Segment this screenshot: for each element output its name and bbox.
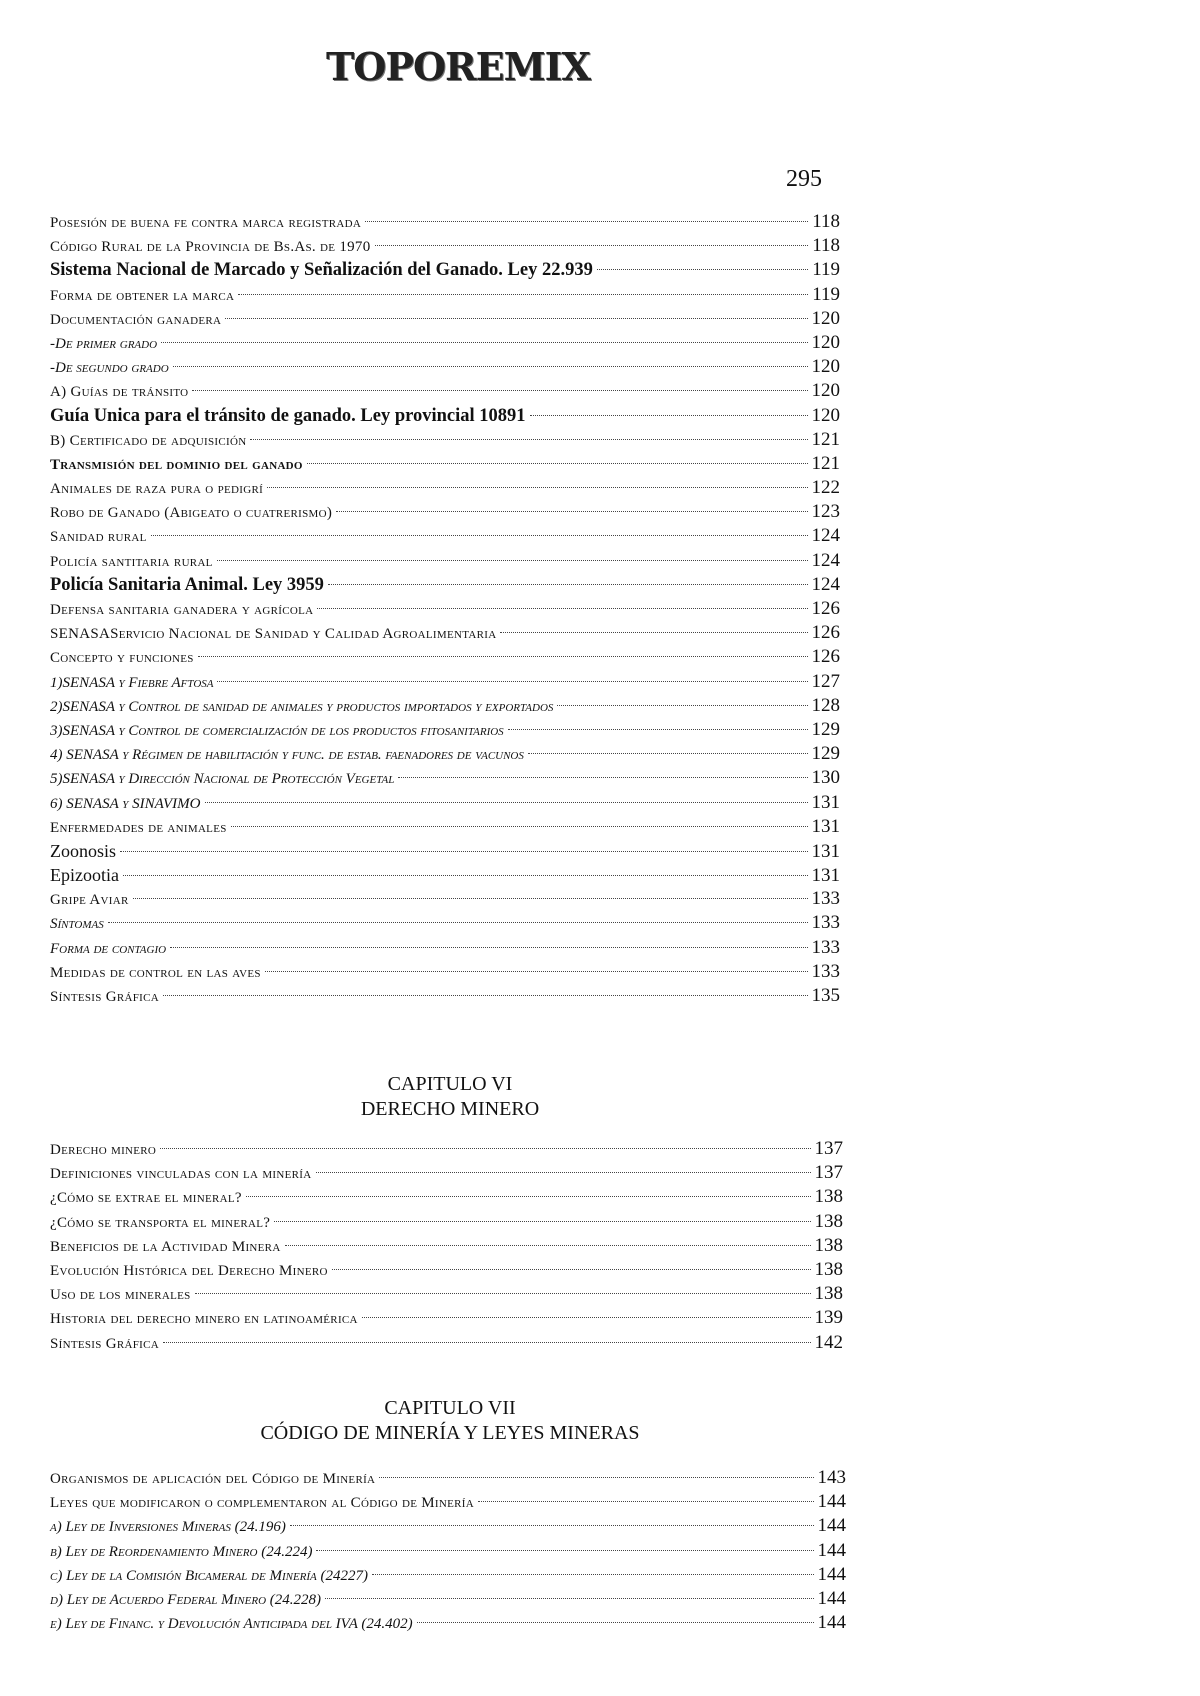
dot-leader (332, 1269, 811, 1270)
toc-entry-title: ¿Cómo se extrae el mineral? (50, 1190, 242, 1207)
dot-leader (267, 487, 807, 488)
dot-leader (398, 777, 807, 778)
toc-entry-page: 133 (811, 888, 840, 910)
toc-entry-title: Policía santitaria rural (50, 553, 213, 570)
toc-entry (50, 500, 840, 524)
toc-entry-title: Código Rural de la Provincia de Bs.As. de 1970 (50, 239, 371, 256)
toc-entry (50, 1185, 843, 1209)
toc-entry-page: 120 (811, 356, 840, 378)
toc-entry (50, 887, 840, 911)
toc-entry-page: 128 (811, 694, 840, 716)
toc-entry-page: 137 (814, 1138, 843, 1159)
dot-leader (192, 390, 807, 391)
toc-entry-page: 144 (817, 1515, 846, 1537)
toc-entry (50, 549, 840, 573)
toc-entry-page: 131 (811, 840, 840, 862)
chapter-label: CAPITULO VII (384, 1397, 516, 1419)
toc-entry-title: Transmisión del dominio del ganado (50, 456, 303, 473)
dot-leader (317, 608, 807, 609)
toc-entry-title: ¿Cómo se transporta el mineral? (50, 1214, 271, 1231)
dot-leader (161, 342, 807, 343)
dot-leader (120, 851, 807, 852)
toc-entry-title: Epizootia (50, 865, 119, 886)
toc-entry-page: 138 (814, 1234, 843, 1256)
toc-entry-page: 144 (817, 1612, 846, 1634)
toc-entry-title: -De segundo grado (50, 360, 169, 377)
dot-leader (163, 1342, 810, 1343)
chapter-7-heading (200, 1396, 700, 1446)
dot-leader (336, 511, 807, 512)
toc-entry (50, 791, 840, 815)
toc-entry (50, 476, 840, 500)
toc-section-2 (50, 1137, 843, 1355)
dot-leader (285, 1245, 811, 1246)
dot-leader (198, 656, 808, 657)
toc-entry-page: 144 (817, 1563, 846, 1585)
toc-entry-page: 120 (811, 331, 840, 353)
dot-leader (250, 439, 807, 440)
toc-entry-page: 144 (817, 1539, 846, 1561)
toc-entry (50, 1161, 843, 1185)
toc-entry (50, 1282, 843, 1306)
toc-entry-title: Organismos de aplicación del Código de Minería (50, 1471, 376, 1487)
dot-leader (478, 1501, 814, 1502)
toc-entry-title: Derecho minero (50, 1142, 157, 1158)
dot-leader (238, 294, 808, 295)
toc-entry-page: 120 (811, 307, 840, 329)
toc-entry-title: 5)SENASA y Dirección Nacional de Protección Vegetal (50, 771, 395, 788)
dot-leader (265, 971, 808, 972)
dot-leader (217, 560, 808, 561)
toc-entry-page: 135 (811, 985, 840, 1006)
dot-leader (508, 729, 808, 730)
toc-entry (50, 1563, 846, 1587)
toc-entry-title: Historia del derecho minero en latinoamérica (50, 1311, 358, 1328)
toc-entry-page: 127 (811, 670, 840, 692)
toc-entry (50, 1306, 843, 1330)
logo: TOPOREMIX (326, 44, 590, 89)
toc-entry-title: Posesión de buena fe contra marca registrada (50, 215, 362, 231)
page-number: 295 (786, 166, 822, 192)
toc-entry-title: e) Ley de Financ. y Devolución Anticipada del IVA (24.402) (50, 1616, 413, 1633)
toc-entry (50, 428, 840, 452)
toc-entry (50, 1539, 846, 1563)
toc-entry-page: 144 (817, 1587, 846, 1609)
toc-entry-title: c) Ley de la Comisión Bicameral de Minería (24227) (50, 1567, 369, 1584)
toc-entry-title: Evolución Histórica del Derecho Minero (50, 1262, 328, 1279)
toc-entry-title: Concepto y funciones (50, 650, 194, 667)
toc-entry-page: 123 (811, 501, 840, 523)
toc-entry (50, 234, 840, 258)
dot-leader (163, 995, 807, 996)
toc-entry-page: 126 (811, 646, 840, 668)
toc-entry-title: Leyes que modificaron o complementaron al Código de Minería (50, 1495, 474, 1512)
toc-entry (50, 1490, 846, 1514)
dot-leader (379, 1477, 813, 1478)
chapter-6-heading (300, 1072, 600, 1122)
toc-entry (50, 1258, 843, 1282)
toc-entry (50, 960, 840, 984)
toc-entry-page: 144 (817, 1491, 846, 1513)
toc-entry-page: 131 (811, 815, 840, 837)
toc-entry-page: 129 (811, 718, 840, 740)
toc-entry-page: 143 (817, 1467, 846, 1488)
toc-entry-title: Síntesis Gráfica (50, 1335, 160, 1352)
toc-entry-title: Uso de los minerales (50, 1287, 191, 1304)
toc-entry-title: 6) SENASA y SINAVIMO (50, 795, 201, 812)
toc-entry (50, 815, 840, 839)
toc-entry (50, 1210, 843, 1234)
toc-entry-page: 118 (812, 211, 840, 232)
toc-entry-page: 139 (814, 1307, 843, 1329)
toc-entry (50, 331, 840, 355)
toc-entry-title: B) Certificado de adquisición (50, 432, 247, 449)
toc-entry-page: 120 (811, 404, 840, 426)
dot-leader (597, 269, 808, 270)
toc-entry-page: 118 (812, 235, 840, 257)
toc-entry-page: 124 (811, 573, 840, 595)
toc-entry-title: Sanidad rural (50, 529, 147, 546)
toc-entry-title: Síntesis Gráfica (50, 989, 160, 1005)
dot-leader (325, 1598, 814, 1599)
toc-entry (50, 1331, 843, 1355)
toc-entry (50, 210, 840, 234)
toc-entry-title: Forma de contagio (50, 940, 167, 957)
toc-entry-page: 138 (814, 1283, 843, 1305)
toc-entry-page: 119 (812, 283, 840, 305)
toc-entry-page: 138 (814, 1210, 843, 1232)
toc-entry-title: 4) SENASA y Régimen de habilitación y func. de estab. faenadores de vacunos (50, 747, 524, 764)
toc-entry-page: 138 (814, 1186, 843, 1208)
toc-entry-page: 126 (811, 598, 840, 619)
toc-entry-title: Documentación ganadera (50, 311, 222, 328)
dot-leader (372, 1574, 813, 1575)
dot-leader (195, 1293, 811, 1294)
toc-entry-title: SENASAServicio Nacional de Sanidad y Calidad Agroalimentaria (50, 626, 497, 643)
dot-leader (133, 898, 808, 899)
toc-entry-page: 138 (814, 1258, 843, 1280)
toc-entry-page: 133 (811, 936, 840, 958)
toc-entry (50, 911, 840, 935)
toc-entry-page: 119 (812, 259, 840, 281)
toc-entry-page: 129 (811, 743, 840, 765)
dot-leader (225, 318, 807, 319)
toc-entry-title: 2)SENASA y Control de sanidad de animales y productos importados y exportados (50, 698, 554, 715)
toc-entry (50, 1587, 846, 1611)
toc-entry-title: -De primer grado (50, 335, 158, 352)
toc-entry-title: Zoonosis (50, 840, 117, 861)
dot-leader (417, 1622, 814, 1623)
dot-leader (151, 535, 808, 536)
toc-entry-page: 121 (811, 452, 840, 474)
toc-entry-page: 124 (811, 549, 840, 571)
toc-entry-page: 131 (811, 791, 840, 813)
chapter-label: CAPITULO VI (387, 1073, 513, 1095)
toc-entry (50, 1234, 843, 1258)
toc-entry (50, 573, 840, 597)
toc-entry-title: a) Ley de Inversiones Mineras (24.196) (50, 1519, 286, 1536)
toc-entry (50, 839, 840, 863)
toc-entry-page: 142 (814, 1331, 843, 1353)
dot-leader (173, 366, 808, 367)
toc-entry (50, 1611, 846, 1635)
toc-entry-title: 1)SENASA y Fiebre Aftosa (50, 674, 214, 691)
toc-entry (50, 670, 840, 694)
dot-leader (375, 245, 809, 246)
toc-entry-title: Robo de Ganado (Abigeato o cuatrerismo) (50, 505, 333, 522)
toc-entry (50, 742, 840, 766)
toc-entry (50, 524, 840, 548)
dot-leader (246, 1196, 811, 1197)
chapter-title: DERECHO MINERO (360, 1098, 540, 1120)
toc-entry-title: Síntomas (50, 916, 104, 933)
dot-leader (290, 1525, 814, 1526)
toc-entry (50, 379, 840, 403)
toc-entry-page: 122 (811, 477, 840, 499)
toc-section-3 (50, 1466, 846, 1635)
dot-leader (108, 922, 808, 923)
toc-entry-page: 131 (811, 865, 840, 887)
toc-entry (50, 1466, 846, 1490)
toc-entry-title: Forma de obtener la marca (50, 287, 235, 304)
toc-section-1 (50, 210, 840, 1008)
dot-leader (362, 1317, 811, 1318)
chapter-title: CÓDIGO DE MINERÍA Y LEYES MINERAS (260, 1422, 640, 1444)
dot-leader (316, 1550, 813, 1551)
toc-entry-title: A) Guías de tránsito (50, 384, 189, 401)
toc-entry-page: 133 (811, 912, 840, 934)
toc-entry-page: 120 (811, 380, 840, 402)
toc-entry-title: Gripe Aviar (50, 892, 129, 909)
toc-entry (50, 355, 840, 379)
toc-entry-page: 121 (811, 428, 840, 450)
dot-leader (160, 1148, 810, 1149)
toc-entry (50, 984, 840, 1008)
dot-leader (274, 1221, 810, 1222)
toc-entry (50, 307, 840, 331)
toc-entry (50, 863, 840, 887)
toc-entry (50, 718, 840, 742)
toc-entry (50, 936, 840, 960)
toc-entry-title: d) Ley de Acuerdo Federal Minero (24.228) (50, 1591, 321, 1608)
toc-entry (50, 621, 840, 645)
toc-entry (50, 597, 840, 621)
toc-entry-page: 126 (811, 622, 840, 644)
toc-entry-title: Animales de raza pura o pedigrí (50, 481, 264, 498)
toc-entry (50, 404, 840, 428)
toc-entry (50, 452, 840, 476)
dot-leader (307, 463, 808, 464)
toc-entry (50, 283, 840, 307)
dot-leader (528, 753, 808, 754)
toc-entry (50, 1137, 843, 1161)
toc-entry-page: 133 (811, 960, 840, 982)
toc-entry-title: b) Ley de Reordenamiento Minero (24.224) (50, 1543, 313, 1560)
dot-leader (170, 947, 807, 948)
toc-entry-title: Sistema Nacional de Marcado y Señalización del Ganado. Ley 22.939 (50, 260, 593, 281)
dot-leader (123, 875, 808, 876)
toc-entry (50, 645, 840, 669)
dot-leader (217, 681, 807, 682)
toc-entry-title: Policía Sanitaria Animal. Ley 3959 (50, 574, 324, 595)
dot-leader (530, 415, 808, 416)
toc-entry-title: Definiciones vinculadas con la minería (50, 1166, 312, 1183)
toc-entry-page: 130 (811, 767, 840, 789)
toc-entry (50, 258, 840, 282)
toc-entry (50, 694, 840, 718)
toc-entry-page: 137 (814, 1162, 843, 1184)
toc-entry (50, 1514, 846, 1538)
dot-leader (316, 1172, 811, 1173)
toc-entry-title: Beneficios de la Actividad Minera (50, 1238, 281, 1255)
toc-entry-title: 3)SENASA y Control de comercialización de los productos fitosanitarios (50, 722, 504, 739)
dot-leader (328, 584, 808, 585)
dot-leader (500, 632, 807, 633)
dot-leader (231, 826, 808, 827)
toc-entry-page: 124 (811, 525, 840, 547)
toc-entry-title: Enfermedades de animales (50, 819, 227, 836)
toc-entry (50, 766, 840, 790)
dot-leader (557, 705, 807, 706)
toc-entry-title: Defensa sanitaria ganadera y agrícola (50, 602, 314, 618)
toc-entry-title: Guía Unica para el tránsito de ganado. Ley provincial 10891 (50, 405, 526, 426)
dot-leader (205, 802, 808, 803)
dot-leader (365, 221, 808, 222)
toc-entry-title: Medidas de control en las aves (50, 964, 261, 981)
